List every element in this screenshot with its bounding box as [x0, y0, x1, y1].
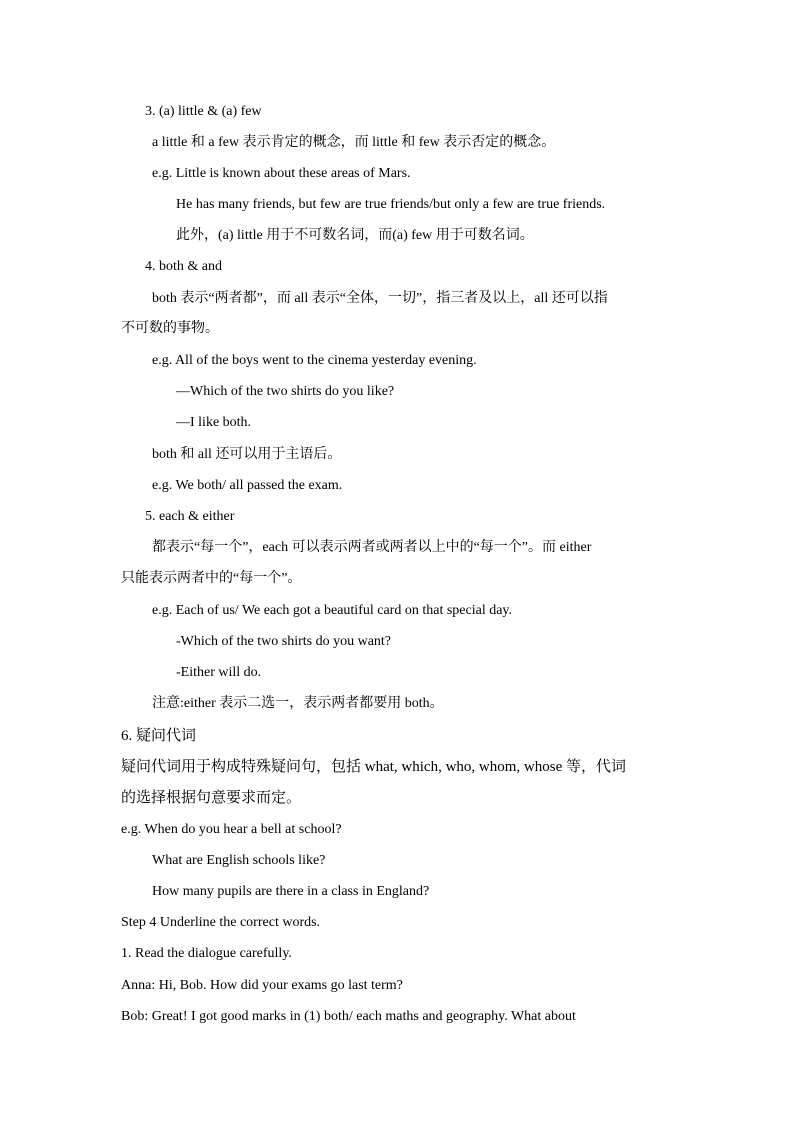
- exercise-instruction: 1. Read the dialogue carefully.: [121, 946, 292, 961]
- example-line: -Which of the two shirts do you want?: [176, 634, 392, 649]
- example-line: —I like both.: [176, 415, 252, 430]
- paragraph: 只能表示两者中的“每一个”。: [121, 571, 302, 586]
- example-line: He has many friends, but few are true friends/but only a few are true friends.: [176, 197, 606, 212]
- section-heading: 4. both & and: [145, 259, 222, 274]
- example-line: What are English schools like?: [152, 853, 326, 868]
- section-heading: 6. 疑问代词: [121, 728, 197, 744]
- section-heading: 5. each & either: [145, 509, 235, 524]
- paragraph: 的选择根据句意要求而定。: [121, 790, 302, 806]
- paragraph: both 和 all 还可以用于主语后。: [152, 447, 342, 462]
- example-line: —Which of the two shirts do you like?: [176, 384, 395, 399]
- paragraph: a little 和 a few 表示肯定的概念，而 little 和 few 表示否定的概念。: [152, 135, 556, 150]
- dialogue-line: Bob: Great! I got good marks in (1) both/ each maths and geography. What about: [121, 1009, 576, 1024]
- exercise-heading: Step 4 Underline the correct words.: [121, 915, 321, 930]
- note-line: 注意:either 表示二选一，表示两者都要用 both。: [152, 696, 444, 711]
- example-line: -Either will do.: [176, 665, 262, 680]
- example-line: How many pupils are there in a class in England?: [152, 884, 430, 899]
- paragraph: both 表示“两者都”，而 all 表示“全体，一切”，指三者及以上，all 还可以指: [152, 291, 608, 306]
- example-line: e.g. Each of us/ We each got a beautiful card on that special day.: [152, 603, 513, 618]
- section-heading: 3. (a) little & (a) few: [145, 104, 262, 119]
- paragraph: 疑问代词用于构成特殊疑问句，包括 what, which, who, whom, whose 等，代词: [121, 759, 626, 775]
- paragraph: 此外，(a) little 用于不可数名词，而(a) few 用于可数名词。: [176, 228, 534, 243]
- example-line: e.g. We both/ all passed the exam.: [152, 478, 343, 493]
- example-line: e.g. All of the boys went to the cinema yesterday evening.: [152, 353, 477, 368]
- paragraph: 都表示“每一个”，each 可以表示两者或两者以上中的“每一个”。而 either: [152, 540, 592, 555]
- dialogue-line: Anna: Hi, Bob. How did your exams go last term?: [121, 978, 403, 993]
- example-line: e.g. Little is known about these areas of Mars.: [152, 166, 411, 181]
- paragraph: 不可数的事物。: [121, 321, 219, 336]
- example-line: e.g. When do you hear a bell at school?: [121, 822, 342, 837]
